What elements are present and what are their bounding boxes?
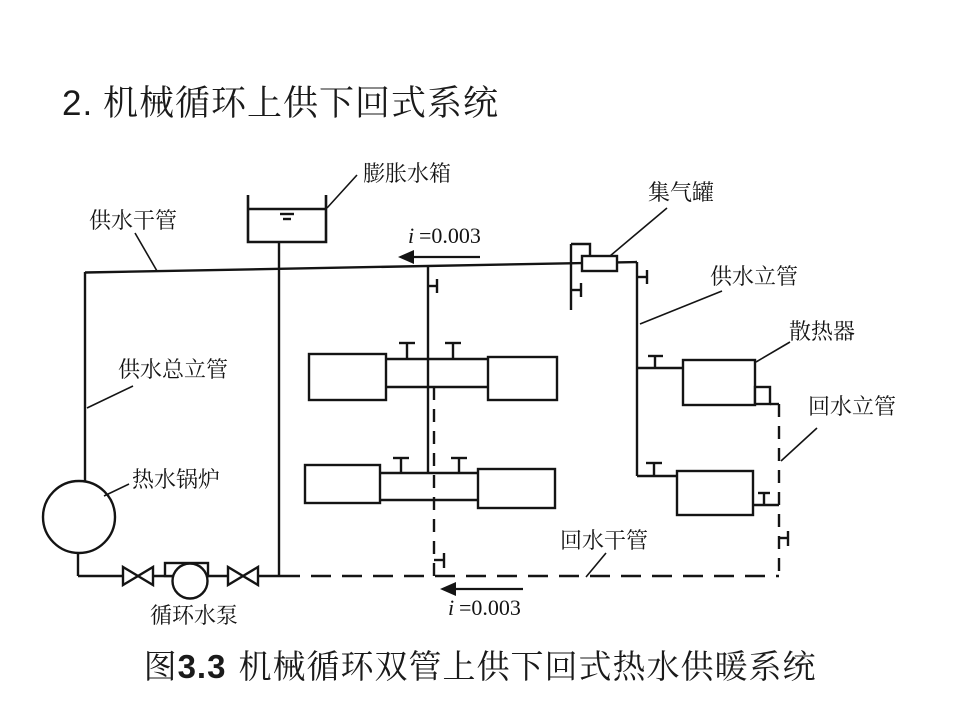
pump-body (173, 564, 208, 599)
title-text: 机械循环上供下回式系统 (93, 84, 499, 123)
label-main-supply-riser: 供水总立管 (118, 357, 229, 382)
radiator-right-upper (683, 360, 755, 405)
supply-main-pipe (85, 262, 637, 273)
label-expansion-tank: 膨胀水箱 (363, 161, 452, 186)
leader-air-collector (610, 208, 667, 256)
expansion-tank (248, 195, 326, 242)
slope-arrow-top (398, 250, 480, 264)
leader-expansion-tank (327, 175, 357, 208)
radiator-mid-upper-left (309, 354, 386, 400)
slope-symbol-top: i (408, 223, 415, 248)
leader-boiler (104, 484, 129, 496)
leader-supply-riser (640, 291, 722, 324)
slope-arrow-bottom (440, 582, 523, 596)
caption-figure-number: 3.3 (177, 648, 227, 685)
arrow-head-icon (440, 582, 456, 596)
label-boiler: 热水锅炉 (132, 467, 221, 492)
slope-value-bottom: =0.003 (459, 595, 521, 620)
radiator-right-lower (677, 471, 753, 515)
radiator-mid-upper-right (488, 357, 557, 400)
middle-upper-branch-pipes (386, 359, 488, 387)
arrow-head-icon (398, 250, 414, 264)
circulation-pump (165, 563, 208, 599)
label-return-main: 回水干管 (560, 528, 649, 553)
air-collector-body (582, 256, 617, 271)
leader-main-supply-riser (87, 386, 133, 408)
slope-value-top: =0.003 (419, 223, 481, 248)
stub-supply-riser (571, 244, 590, 310)
caption-text: 机械循环双管上供下回式热水供暖系统 (238, 650, 817, 686)
caption-figure-word: 图 (143, 650, 178, 686)
pump-discharge-valve (228, 567, 258, 585)
leader-return-main (586, 553, 606, 577)
label-pump: 循环水泵 (150, 603, 239, 628)
leader-supply-main (135, 233, 157, 271)
label-return-riser: 回水立管 (808, 394, 897, 419)
slope-symbol-bottom: i (448, 595, 455, 620)
valve-right-wedge (243, 567, 258, 585)
title-number: 2. (62, 84, 94, 123)
riser-valves (428, 270, 788, 568)
leader-return-riser (781, 428, 817, 461)
label-supply-riser: 供水立管 (710, 264, 799, 289)
valve-right-wedge (138, 567, 153, 585)
boiler-outlet-valve (123, 567, 153, 585)
radiator-outlet-fitting (755, 387, 770, 404)
leader-radiator (756, 342, 790, 362)
radiator-mid-lower-left (305, 465, 380, 503)
middle-lower-branch-pipes (380, 473, 478, 500)
label-air-collector: 集气罐 (648, 180, 715, 205)
label-supply-main: 供水干管 (89, 208, 178, 233)
boiler-symbol (43, 481, 115, 553)
radiator-mid-lower-right (478, 469, 555, 508)
figure-caption (0, 641, 960, 688)
supply-main-line (85, 262, 637, 273)
label-radiator: 散热器 (789, 319, 856, 344)
